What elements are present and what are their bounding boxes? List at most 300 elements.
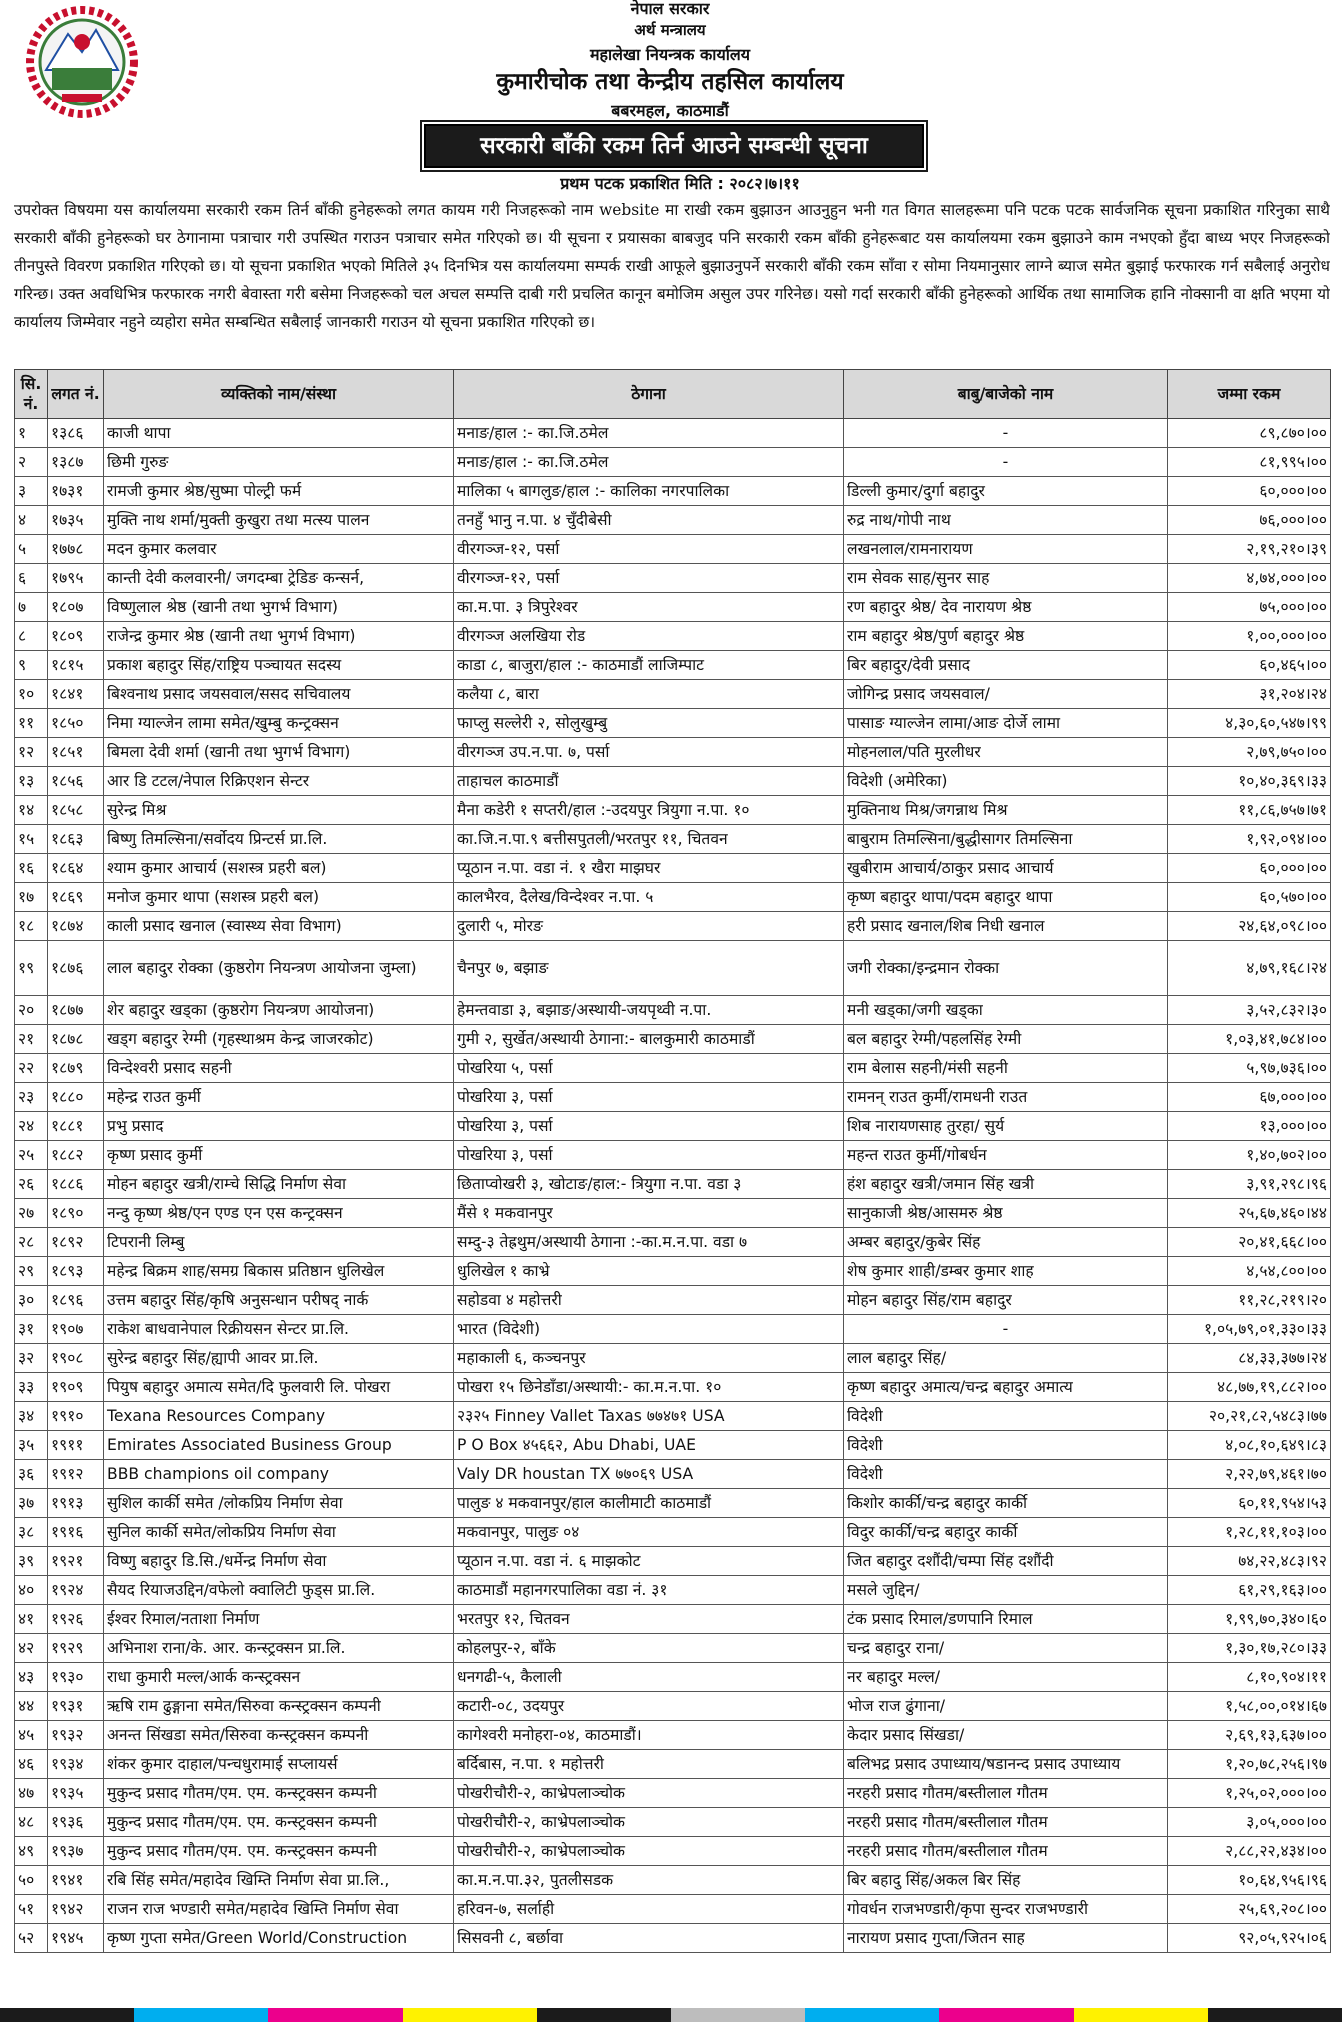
cell-name: काली प्रसाद खनाल (स्वास्थ्य सेवा विभाग) (104, 912, 454, 941)
cell-father-grandfather: मुक्तिनाथ मिश्र/जगन्नाथ मिश्र (844, 796, 1168, 825)
cell-father-grandfather: पासाङ ग्याल्जेन लामा/आङ दोर्जे लामा (844, 709, 1168, 738)
cell-name: सुरेन्द्र बहादुर सिंह/ह्यापी आवर प्रा.लि. (104, 1344, 454, 1373)
table-row (15, 1634, 1331, 1663)
cell-amount: ४,३०,६०,५४७।९९ (1168, 709, 1331, 738)
table-row (15, 1518, 1331, 1547)
cell-amount: १,०३,४१,७८४।०० (1168, 1025, 1331, 1054)
dues-table-header (15, 370, 1331, 419)
cell-father-grandfather: - (844, 1315, 1168, 1344)
cell-sn: ३४ (15, 1402, 48, 1431)
cell-record-no: १८७४ (48, 912, 104, 941)
color-swatch (403, 2008, 537, 2022)
cell-amount: १,२८,११,१०३।०० (1168, 1518, 1331, 1547)
cell-record-no: १९१२ (48, 1460, 104, 1489)
table-row (15, 448, 1331, 477)
cell-sn: ५१ (15, 1895, 48, 1924)
cell-sn: ४९ (15, 1837, 48, 1866)
cell-address: पोखरिया ३, पर्सा (454, 1141, 844, 1170)
cell-amount: ८१,९९५।०० (1168, 448, 1331, 477)
cell-sn: १५ (15, 825, 48, 854)
cell-father-grandfather: राम बहादुर श्रेष्ठ/पुर्ण बहादुर श्रेष्ठ (844, 622, 1168, 651)
cell-sn: ४४ (15, 1692, 48, 1721)
cell-amount: ८४,३३,३७७।२४ (1168, 1344, 1331, 1373)
cell-father-grandfather: मोहनलाल/पति मुरलीधर (844, 738, 1168, 767)
cell-address: मनाङ/हाल :- का.जि.ठमेल (454, 448, 844, 477)
cell-record-no: १९४१ (48, 1866, 104, 1895)
cell-father-grandfather: जोगिन्द्र प्रसाद जयसवाल/ (844, 680, 1168, 709)
cell-record-no: १९२९ (48, 1634, 104, 1663)
cell-amount: ३१,२०४।२४ (1168, 680, 1331, 709)
cell-sn: ४३ (15, 1663, 48, 1692)
cell-name: ऋषि राम ढुङ्गाना समेत/सिरुवा कन्स्ट्रक्सन कम्पनी (104, 1692, 454, 1721)
cell-father-grandfather: विदेशी (844, 1402, 1168, 1431)
table-row (15, 1315, 1331, 1344)
cell-sn: २४ (15, 1112, 48, 1141)
cell-amount: ३,९१,२९८।९६ (1168, 1170, 1331, 1199)
cell-name: लाल बहादुर रोक्का (कुष्ठरोग नियन्त्रण आयोजना जुम्ला) (104, 941, 454, 996)
table-row (15, 796, 1331, 825)
cell-amount: २,८८,२२,४३४।०० (1168, 1837, 1331, 1866)
cell-father-grandfather: डिल्ली कुमार/दुर्गा बहादुर (844, 477, 1168, 506)
cell-father-grandfather: बाबुराम तिमल्सिना/बुद्धीसागर तिमल्सिना (844, 825, 1168, 854)
cell-father-grandfather: कृष्ण बहादुर थापा/पदम बहादुर थापा (844, 883, 1168, 912)
cell-amount: १,९९,७०,३४०।६० (1168, 1605, 1331, 1634)
table-row (15, 1866, 1331, 1895)
cell-name: कान्ती देवी कलवारनी/ जगदम्बा ट्रेडिङ कन्सर्न, (104, 564, 454, 593)
cell-record-no: १९२४ (48, 1576, 104, 1605)
table-row (15, 1895, 1331, 1924)
cell-amount: ३,०५,०००।०० (1168, 1808, 1331, 1837)
cell-address: तनहुँ भानु न.पा. ४ चुँदीबेसी (454, 506, 844, 535)
cell-record-no: १८०७ (48, 593, 104, 622)
cell-record-no: १८९२ (48, 1228, 104, 1257)
cell-amount: १०,४०,३६९।३३ (1168, 767, 1331, 796)
color-swatch (0, 2008, 134, 2022)
color-swatch (134, 2008, 268, 2022)
cell-amount: २४,६४,०९८।०० (1168, 912, 1331, 941)
cell-amount: ८,१०,९०४।११ (1168, 1663, 1331, 1692)
cell-father-grandfather: नरहरी प्रसाद गौतम/बस्तीलाल गौतम (844, 1779, 1168, 1808)
cell-name: सैयद रियाजउद्दिन/वफेलो क्वालिटी फुड्स प्रा.लि. (104, 1576, 454, 1605)
col-header-name: व्यक्तिको नाम/संस्था (104, 370, 454, 419)
cell-record-no: १९४२ (48, 1895, 104, 1924)
cell-name: बिमला देवी शर्मा (खानी तथा भुगर्भ विभाग) (104, 738, 454, 767)
table-row (15, 996, 1331, 1025)
cell-name: राकेश बाधवानेपाल रिक्रीयसन सेन्टर प्रा.लि. (104, 1315, 454, 1344)
cell-address: प्यूठान न.पा. वडा नं. १ खैरा माझघर (454, 854, 844, 883)
cell-amount: १,२०,७८,२५६।९७ (1168, 1750, 1331, 1779)
cell-record-no: १९३४ (48, 1750, 104, 1779)
cell-name: मोहन बहादुर खत्री/राम्चे सिद्धि निर्माण सेवा (104, 1170, 454, 1199)
cell-address: पोखरीचौरी-२, काभ्रेपलाञ्चोक (454, 1808, 844, 1837)
cell-amount: १०,६४,९५६।९६ (1168, 1866, 1331, 1895)
cell-amount: ६०,४६५।०० (1168, 651, 1331, 680)
cell-amount: २०,४१,६६८।०० (1168, 1228, 1331, 1257)
cell-amount: ११,२८,२१९।२० (1168, 1286, 1331, 1315)
cell-address: मैंसे १ मकवानपुर (454, 1199, 844, 1228)
cell-amount: ९२,०५,९२५।०६ (1168, 1924, 1331, 1953)
cell-amount: २५,६९,२०८।०० (1168, 1895, 1331, 1924)
cell-sn: ३ (15, 477, 48, 506)
cell-name: श्याम कुमार आचार्य (सशस्त्र प्रहरी बल) (104, 854, 454, 883)
cell-sn: १२ (15, 738, 48, 767)
color-swatch (1208, 2008, 1342, 2022)
cell-sn: १८ (15, 912, 48, 941)
cell-sn: ४८ (15, 1808, 48, 1837)
cell-name: BBB champions oil company (104, 1460, 454, 1489)
table-row (15, 767, 1331, 796)
cell-father-grandfather: विदेशी (844, 1431, 1168, 1460)
cell-address: धुलिखेल १ काभ्रे (454, 1257, 844, 1286)
cell-record-no: १९१३ (48, 1489, 104, 1518)
table-row (15, 593, 1331, 622)
cell-father-grandfather: नरहरी प्रसाद गौतम/बस्तीलाल गौतम (844, 1808, 1168, 1837)
cell-record-no: १८५८ (48, 796, 104, 825)
header-office-name: कुमारीचोक तथा केन्द्रीय तहसिल कार्यालय (496, 69, 844, 95)
cell-record-no: १९०८ (48, 1344, 104, 1373)
cell-address: पोखरिया ५, पर्सा (454, 1054, 844, 1083)
table-row (15, 1779, 1331, 1808)
cell-amount: ६०,०००।०० (1168, 477, 1331, 506)
cell-name: विष्णुलाल श्रेष्ठ (खानी तथा भुगर्भ विभाग) (104, 593, 454, 622)
cell-father-grandfather: हरी प्रसाद खनाल/शिब निधी खनाल (844, 912, 1168, 941)
cell-record-no: १८८१ (48, 1112, 104, 1141)
cell-amount: १,९२,०९४।०० (1168, 825, 1331, 854)
cell-address: भरतपुर १२, चितवन (454, 1605, 844, 1634)
cell-name: सुशिल कार्की समेत /लोकप्रिय निर्माण सेवा (104, 1489, 454, 1518)
cell-father-grandfather: जित बहादुर दशौंदी/चम्पा सिंह दशौंदी (844, 1547, 1168, 1576)
cell-address: P O Box ४५६६२, Abu Dhabi, UAE (454, 1431, 844, 1460)
cell-sn: ४२ (15, 1634, 48, 1663)
cell-record-no: १९३२ (48, 1721, 104, 1750)
table-row (15, 535, 1331, 564)
cell-address: धनगढी-५, कैलाली (454, 1663, 844, 1692)
cell-amount: ६७,०००।०० (1168, 1083, 1331, 1112)
cell-address: कोहलपुर-२, बाँके (454, 1634, 844, 1663)
cell-name: मनोज कुमार थापा (सशस्त्र प्रहरी बल) (104, 883, 454, 912)
cell-sn: १९ (15, 941, 48, 996)
cell-amount: ६१,२९,१६३।०० (1168, 1576, 1331, 1605)
cell-amount: ५,९७,७३६।०० (1168, 1054, 1331, 1083)
table-row (15, 1402, 1331, 1431)
cell-sn: ४५ (15, 1721, 48, 1750)
color-swatch (1074, 2008, 1208, 2022)
cell-address: पोखरीचौरी-२, काभ्रेपलाञ्चोक (454, 1837, 844, 1866)
cell-sn: २८ (15, 1228, 48, 1257)
cell-address: कालभैरव, दैलेख/विन्देश्वर न.पा. ५ (454, 883, 844, 912)
cell-address: वीरगञ्ज-१२, पर्सा (454, 535, 844, 564)
cell-amount: ७५,०००।०० (1168, 593, 1331, 622)
header-address: बबरमहल, काठमाडौं (611, 101, 729, 120)
cell-address: कागेश्वरी मनोहरा-०४, काठमाडौं। (454, 1721, 844, 1750)
cell-father-grandfather: लाल बहादुर सिंह/ (844, 1344, 1168, 1373)
cell-name: रबि सिंह समेत/महादेव खिम्ति निर्माण सेवा प्रा.लि., (104, 1866, 454, 1895)
cell-record-no: १९०९ (48, 1373, 104, 1402)
cell-name: राधा कुमारी मल्ल/आर्क कन्स्ट्रक्सन (104, 1663, 454, 1692)
cell-amount: २५,६७,४६०।४४ (1168, 1199, 1331, 1228)
cell-address: पोखरा १५ छिनेडाँडा/अस्थायी:- का.म.न.पा. १० (454, 1373, 844, 1402)
cell-sn: ४ (15, 506, 48, 535)
cell-address: २३२५ Finney Vallet Taxas ७७४७१ USA (454, 1402, 844, 1431)
cell-record-no: १९१० (48, 1402, 104, 1431)
header-government: नेपाल सरकार (630, 0, 710, 18)
cell-record-no: १८४१ (48, 680, 104, 709)
cell-amount: ७६,०००।०० (1168, 506, 1331, 535)
cell-name: Texana Resources Company (104, 1402, 454, 1431)
cell-sn: ४७ (15, 1779, 48, 1808)
cell-name: ईश्वर रिमाल/नताशा निर्माण (104, 1605, 454, 1634)
cell-father-grandfather: विदुर कार्की/चन्द्र बहादुर कार्की (844, 1518, 1168, 1547)
cell-name: कृष्ण गुप्ता समेत/Green World/Construction (104, 1924, 454, 1953)
table-row (15, 1199, 1331, 1228)
cell-father-grandfather: चन्द्र बहादुर राना/ (844, 1634, 1168, 1663)
cell-address: छिताप्वोखरी ३, खोटाङ/हाल:- त्रियुगा न.पा. वडा ३ (454, 1170, 844, 1199)
table-row (15, 1460, 1331, 1489)
cell-sn: ४१ (15, 1605, 48, 1634)
header-ministry: अर्थ मन्त्रालय (634, 21, 706, 39)
cell-name: मदन कुमार कलवार (104, 535, 454, 564)
cell-address: सम्दु-३ तेह्रथुम/अस्थायी ठेगाना :-का.म.न.पा. वडा ७ (454, 1228, 844, 1257)
table-row (15, 477, 1331, 506)
table-row (15, 1083, 1331, 1112)
table-row (15, 622, 1331, 651)
cell-sn: १ (15, 419, 48, 448)
cell-sn: ३८ (15, 1518, 48, 1547)
cell-record-no: १९३१ (48, 1692, 104, 1721)
cell-amount: ३,५२,८३२।३० (1168, 996, 1331, 1025)
cell-record-no: १९११ (48, 1431, 104, 1460)
cell-father-grandfather: मोहन बहादुर सिंह/राम बहादुर (844, 1286, 1168, 1315)
cell-record-no: १७९५ (48, 564, 104, 593)
cell-amount: ११,८६,७५७।७१ (1168, 796, 1331, 825)
cell-father-grandfather: बल बहादुर रेग्मी/पहलसिंह रेग्मी (844, 1025, 1168, 1054)
cell-name: आर डि टटल/नेपाल रिक्रिएशन सेन्टर (104, 767, 454, 796)
cell-address: कलैया ८, बारा (454, 680, 844, 709)
cell-name: मुक्ति नाथ शर्मा/मुक्ती कुखुरा तथा मत्स्य पालन (104, 506, 454, 535)
cell-record-no: १८९० (48, 1199, 104, 1228)
cell-father-grandfather: विदेशी (844, 1460, 1168, 1489)
cell-record-no: १९२६ (48, 1605, 104, 1634)
cell-father-grandfather: खुबीराम आचार्य/ठाकुर प्रसाद आचार्य (844, 854, 1168, 883)
table-row (15, 1025, 1331, 1054)
cell-father-grandfather: राम बेलास सहनी/मंसी सहनी (844, 1054, 1168, 1083)
table-row (15, 1257, 1331, 1286)
cell-father-grandfather: रामनन् राउत कुर्मी/रामधनी राउत (844, 1083, 1168, 1112)
cell-sn: ३२ (15, 1344, 48, 1373)
cell-father-grandfather: बिर बहादु सिंह/अकल बिर सिंह (844, 1866, 1168, 1895)
cell-name: सुरेन्द्र मिश्र (104, 796, 454, 825)
cell-address: पालुङ ४ मकवानपुर/हाल कालीमाटी काठमाडौं (454, 1489, 844, 1518)
table-row (15, 1373, 1331, 1402)
cell-sn: ३९ (15, 1547, 48, 1576)
table-row (15, 1170, 1331, 1199)
table-row (15, 1692, 1331, 1721)
col-header-sn: सि. नं. (15, 370, 48, 419)
cell-record-no: १९३७ (48, 1837, 104, 1866)
cell-address: मकवानपुर, पालुङ ०४ (454, 1518, 844, 1547)
cell-name: प्रभु प्रसाद (104, 1112, 454, 1141)
cell-record-no: १९३५ (48, 1779, 104, 1808)
table-row (15, 1112, 1331, 1141)
table-row (15, 709, 1331, 738)
cell-name: शंकर कुमार दाहाल/पन्चधुरामाई सप्लायर्स (104, 1750, 454, 1779)
cell-sn: १३ (15, 767, 48, 796)
table-row (15, 680, 1331, 709)
cell-father-grandfather: महन्त राउत कुर्मी/गोबर्धन (844, 1141, 1168, 1170)
cell-address: वीरगञ्ज उप.न.पा. ७, पर्सा (454, 738, 844, 767)
cell-address: मैना कडेरी १ सप्तरी/हाल :-उदयपुर त्रियुगा न.पा. १० (454, 796, 844, 825)
cell-amount: ४८,७७,१९,८८२।०० (1168, 1373, 1331, 1402)
cell-name: अभिनाश राना/के. आर. कन्स्ट्रक्सन प्रा.लि. (104, 1634, 454, 1663)
cell-record-no: १८५० (48, 709, 104, 738)
cell-father-grandfather: सानुकाजी श्रेष्ठ/आसमरु श्रेष्ठ (844, 1199, 1168, 1228)
cell-name: मुकुन्द प्रसाद गौतम/एम. एम. कन्स्ट्रक्सन कम्पनी (104, 1808, 454, 1837)
cell-father-grandfather: भोज राज ढुंगाना/ (844, 1692, 1168, 1721)
cell-address: हरिवन-७, सर्लाही (454, 1895, 844, 1924)
cell-sn: ५२ (15, 1924, 48, 1953)
cell-record-no: १९१६ (48, 1518, 104, 1547)
cell-father-grandfather: लखनलाल/रामनारायण (844, 535, 1168, 564)
cell-name: Emirates Associated Business Group (104, 1431, 454, 1460)
cell-name: शेर बहादुर खड्का (कुष्ठरोग नियन्त्रण आयोजना) (104, 996, 454, 1025)
cell-address: कटारी-०८, उदयपुर (454, 1692, 844, 1721)
cell-record-no: १९०७ (48, 1315, 104, 1344)
table-row (15, 1576, 1331, 1605)
published-date: प्रथम पटक प्रकाशित मिति : २०८२।७।११ (560, 174, 800, 193)
cell-sn: २० (15, 996, 48, 1025)
cell-address: महाकाली ६, कञ्चनपुर (454, 1344, 844, 1373)
cell-record-no: १८७९ (48, 1054, 104, 1083)
col-header-record-no: लगत नं. (48, 370, 104, 419)
cell-father-grandfather: रण बहादुर श्रेष्ठ/ देव नारायण श्रेष्ठ (844, 593, 1168, 622)
cell-name: काजी थापा (104, 419, 454, 448)
cell-amount: ४,७४,०००।०० (1168, 564, 1331, 593)
cell-address: हेमन्तवाडा ३, बझाङ/अस्थायी-जयपृथ्वी न.पा. (454, 996, 844, 1025)
cell-address: काठमाडौं महानगरपालिका वडा नं. ३१ (454, 1576, 844, 1605)
table-row (15, 1750, 1331, 1779)
cell-amount: ४,०८,१०,६४९।८३ (1168, 1431, 1331, 1460)
table-row (15, 738, 1331, 767)
cell-address: फाप्लु सल्लेरी २, सोलुखुम्बु (454, 709, 844, 738)
cell-amount: १३,०००।०० (1168, 1112, 1331, 1141)
cell-name: सुनिल कार्की समेत/लोकप्रिय निर्माण सेवा (104, 1518, 454, 1547)
table-row (15, 825, 1331, 854)
cell-sn: २६ (15, 1170, 48, 1199)
table-row (15, 1286, 1331, 1315)
cell-sn: १० (15, 680, 48, 709)
cell-sn: ३५ (15, 1431, 48, 1460)
dues-table-body (15, 419, 1331, 1953)
cell-father-grandfather: - (844, 448, 1168, 477)
table-row (15, 564, 1331, 593)
cell-address: भारत (विदेशी) (454, 1315, 844, 1344)
cell-name: रामजी कुमार श्रेष्ठ/सुष्मा पोल्ट्री फर्म (104, 477, 454, 506)
cell-record-no: १३८७ (48, 448, 104, 477)
cell-amount: ७४,२२,४८३।९२ (1168, 1547, 1331, 1576)
cell-record-no: १७३१ (48, 477, 104, 506)
cell-record-no: १८५६ (48, 767, 104, 796)
cell-address: वीरगञ्ज अलखिया रोड (454, 622, 844, 651)
cell-record-no: १३८६ (48, 419, 104, 448)
dues-table (14, 369, 1331, 1953)
cell-sn: १६ (15, 854, 48, 883)
cell-father-grandfather: नर बहादुर मल्ल/ (844, 1663, 1168, 1692)
col-header-total-amount: जम्मा रकम (1168, 370, 1331, 419)
cell-sn: ५ (15, 535, 48, 564)
cell-record-no: १८९३ (48, 1257, 104, 1286)
cell-address: काडा ८, बाजुरा/हाल :- काठमाडौं लाजिम्पाट (454, 651, 844, 680)
cell-amount: १,४०,७०२।०० (1168, 1141, 1331, 1170)
cell-name: छिमी गुरुङ (104, 448, 454, 477)
color-swatch (268, 2008, 402, 2022)
cell-sn: ६ (15, 564, 48, 593)
table-row (15, 1837, 1331, 1866)
table-row (15, 1808, 1331, 1837)
cell-sn: २१ (15, 1025, 48, 1054)
cell-father-grandfather: कृष्ण बहादुर अमात्य/चन्द्र बहादुर अमात्य (844, 1373, 1168, 1402)
cell-address: Valy DR houstan TX ७७०६९ USA (454, 1460, 844, 1489)
cell-father-grandfather: मसले जुद्दिन/ (844, 1576, 1168, 1605)
table-row (15, 1489, 1331, 1518)
cell-record-no: १८०९ (48, 622, 104, 651)
cell-name: कृष्ण प्रसाद कुर्मी (104, 1141, 454, 1170)
cell-sn: ५० (15, 1866, 48, 1895)
print-color-bar (0, 2008, 1342, 2022)
cell-record-no: १८७७ (48, 996, 104, 1025)
cell-name: बिष्णु तिमल्सिना/सर्वोदय प्रिन्टर्स प्रा.लि. (104, 825, 454, 854)
cell-father-grandfather: बलिभद्र प्रसाद उपाध्याय/षडानन्द प्रसाद उपाध्याय (844, 1750, 1168, 1779)
header-controller-office: महालेखा नियन्त्रक कार्यालय (589, 45, 751, 64)
cell-address: पोखरिया ३, पर्सा (454, 1083, 844, 1112)
cell-amount: २०,२१,८२,५४८३।७७ (1168, 1402, 1331, 1431)
table-row (15, 941, 1331, 996)
cell-address: मनाङ/हाल :- का.जि.ठमेल (454, 419, 844, 448)
cell-father-grandfather: अम्बर बहादुर/कुबेर सिंह (844, 1228, 1168, 1257)
cell-address: सहोडवा ४ महोत्तरी (454, 1286, 844, 1315)
notice-body-text: उपरोक्त विषयमा यस कार्यालयमा सरकारी रकम तिर्न बाँकी हुनेहरूको लगत कायम गरी निजहरूको नाम website मा राखी रकम बुझाउन आउनुहुन भनी गत विगत सालहरूमा पनि पटक पटक सार्वजनिक सूचना प्रकाशित गरिनुका साथै सरकारी बाँकी हुनेहरूको घर ठेगानामा पत्राचार गरी उपस्थित गराउन पत्राचार समेत गरिएको छ। यी सूचना र प्रयासका बाबजुद पनि सरकारी रकम बाँकी हुनेहरूबाट यस कार्यालयमा रकम बुझाउने काम नभएको हुँदा बाध्य भएर निजहरूको तीनपुस्ते विवरण प्रकाशित गरिएको छ। यो सूचना प्रकाशित भएको मितिले ३५ दिनभित्र यस कार्यालयमा सम्पर्क राखी आफूले बुझाउनुपर्ने सरकारी बाँकी रकम साँवा र सोमा नियमानुसार लाग्ने ब्याज समेत बुझाई फरफारक गर्न सबैलाई अनुरोध गरिन्छ। उक्त अवधिभित्र फरफारक नगरी बेवास्ता गरी बसेमा निजहरूको चल अचल सम्पत्ति दाबी गरी प्रचलित कानून बमोजिम असुल उपर गरिनेछ। यसो गर्दा सरकारी बाँकी हुनेहरूको आर्थिक तथा सामाजिक हानि नोक्सानी वा क्षति भएमा यो कार्यालय जिम्मेवार नहुने व्यहोरा समेत सम्बन्धित सबैलाई जानकारी गराउन यो सूचना प्रकाशित गरिएको छ। (14, 201, 1330, 331)
cell-father-grandfather: बिर बहादुर/देवी प्रसाद (844, 651, 1168, 680)
cell-address: चैनपुर ७, बझाङ (454, 941, 844, 996)
cell-amount: ४,५४,८००।०० (1168, 1257, 1331, 1286)
cell-name: मुकुन्द प्रसाद गौतम/एम. एम. कन्स्ट्रक्सन कम्पनी (104, 1837, 454, 1866)
cell-father-grandfather: नरहरी प्रसाद गौतम/बस्तीलाल गौतम (844, 1837, 1168, 1866)
table-row (15, 1054, 1331, 1083)
cell-amount: २,२२,७९,४६१।७० (1168, 1460, 1331, 1489)
cell-sn: ३३ (15, 1373, 48, 1402)
cell-name: अनन्त सिंखडा समेत/सिरुवा कन्स्ट्रक्सन कम्पनी (104, 1721, 454, 1750)
cell-record-no: १८९६ (48, 1286, 104, 1315)
color-swatch (537, 2008, 671, 2022)
color-swatch (939, 2008, 1073, 2022)
cell-father-grandfather: विदेशी (अमेरिका) (844, 767, 1168, 796)
cell-sn: ३६ (15, 1460, 48, 1489)
cell-father-grandfather: नारायण प्रसाद गुप्ता/जितन साह (844, 1924, 1168, 1953)
cell-address: पोखरीचौरी-२, काभ्रेपलाञ्चोक (454, 1779, 844, 1808)
col-header-address: ठेगाना (454, 370, 844, 419)
cell-address: का.म.न.पा.३२, पुतलीसडक (454, 1866, 844, 1895)
table-row (15, 1344, 1331, 1373)
cell-amount: १,००,०००।०० (1168, 622, 1331, 651)
cell-name: महेन्द्र बिक्रम शाह/समग्र बिकास प्रतिष्ठान धुलिखेल (104, 1257, 454, 1286)
cell-address: पोखरिया ३, पर्सा (454, 1112, 844, 1141)
cell-record-no: १८७६ (48, 941, 104, 996)
cell-sn: ७ (15, 593, 48, 622)
cell-father-grandfather: किशोर कार्की/चन्द्र बहादुर कार्की (844, 1489, 1168, 1518)
cell-name: नन्दु कृष्ण श्रेष्ठ/एन एण्ड एन एस कन्ट्रक्सन (104, 1199, 454, 1228)
cell-amount: ६०,५७०।०० (1168, 883, 1331, 912)
cell-sn: ८ (15, 622, 48, 651)
cell-name: राजन राज भण्डारी समेत/महादेव खिम्ति निर्माण सेवा (104, 1895, 454, 1924)
